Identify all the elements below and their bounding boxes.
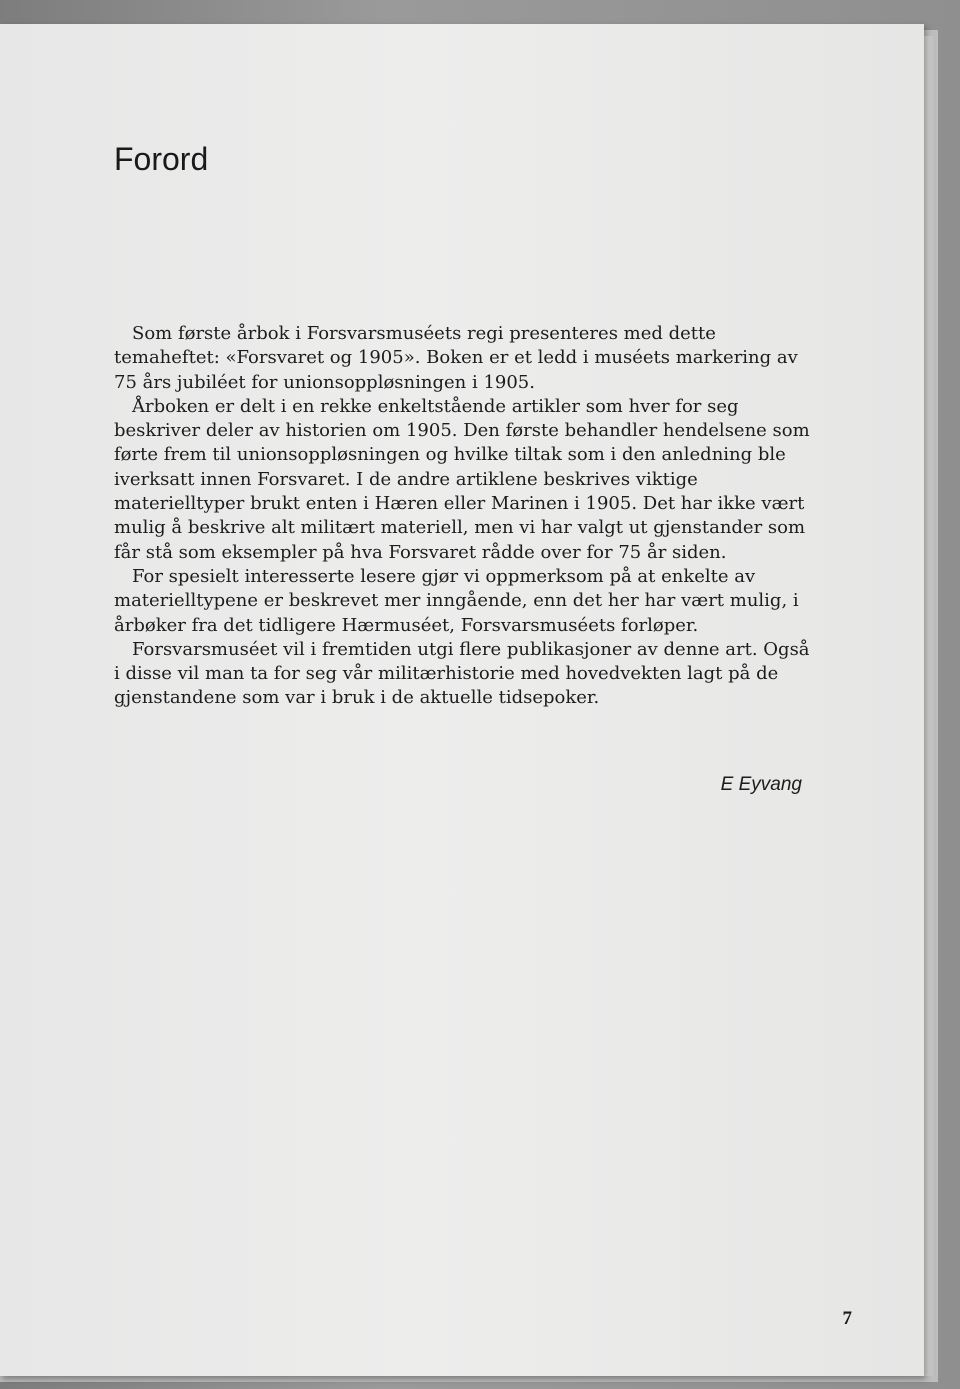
author-signature: E Eyvang xyxy=(720,774,802,795)
paragraph-3: For spesielt interesserte lesere gjør vi oppmerksom på at enkelte av materielltypene er beskrevet mer inngående, enn det her har vært mulig, i årbøker fra det tidligere Hærmuséet, Forsvarsmuséets forløper. xyxy=(114,565,799,636)
preface-body xyxy=(114,322,810,711)
page-edge xyxy=(924,36,936,1376)
paragraph-4: Forsvarsmuséet vil i fremtiden utgi flere publikasjoner av denne art. Også i disse vil man ta for seg vår militærhistorie med hovedvekten lagt på de gjenstandene som var i bruk i de aktuelle tidsepoker. xyxy=(114,638,810,709)
paragraph-2: Årboken er delt i en rekke enkeltstående artikler som hver for seg beskriver deler av historien om 1905. Den første behandler hendelsene som førte frem til unionsoppløsningen og hvilke tiltak som i den anledning ble iverksatt innen Forsvaret. I de andre artiklene beskrives viktige materielltyper brukt enten i Hæren eller Marinen i 1905. Det har ikke vært mulig å beskrive alt militært materiell, men vi har valgt ut gjenstander som får stå som eksempler på hva Forsvaret rådde over for 75 år siden. xyxy=(114,395,810,563)
paragraph-1: Som første årbok i Forsvarsmuséets regi presenteres med dette temaheftet: «Forsvaret og 1905». Boken er et ledd i muséets markering av 75 års jubiléet for unionsoppløsningen i 1905. xyxy=(114,323,798,393)
page-title: Forord xyxy=(114,141,209,177)
page-number: 7 xyxy=(842,1308,852,1329)
